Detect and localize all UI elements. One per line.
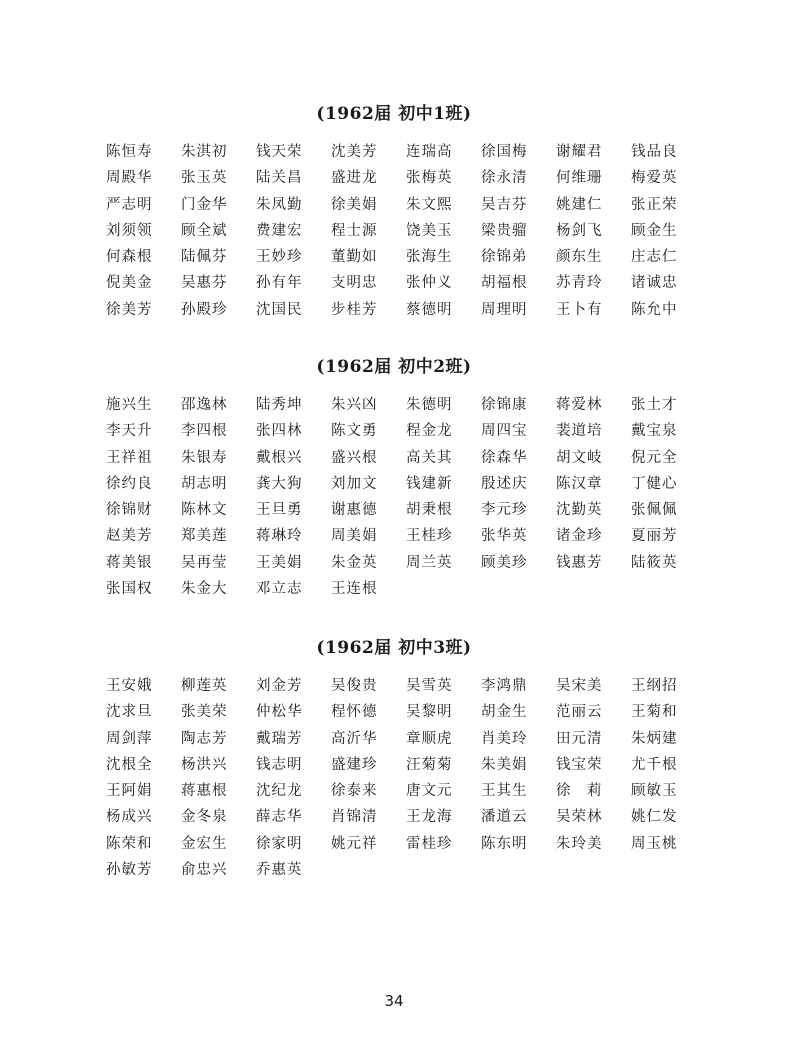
student-name: 吴再莹 [181, 554, 228, 571]
student-name: 张华英 [481, 528, 528, 545]
student-name: 钱建新 [406, 475, 453, 492]
student-name: 程士源 [331, 222, 378, 239]
student-name: 李鸿鼎 [481, 678, 528, 694]
student-name: 程金龙 [406, 423, 453, 440]
student-name: 钱惠芳 [556, 554, 603, 571]
student-name: 刘加文 [331, 475, 378, 492]
student-name: 王祥祖 [106, 449, 153, 466]
student-name: 梁贵骝 [481, 222, 528, 239]
student-name: 吴惠芬 [181, 275, 228, 292]
student-name: 张土才 [631, 397, 678, 413]
student-name: 周玉桃 [631, 835, 678, 852]
student-name: 周四宝 [481, 423, 528, 440]
student-name: 殷述庆 [481, 475, 528, 492]
student-name: 盛进龙 [331, 170, 378, 187]
student-name: 姚元祥 [331, 835, 378, 852]
student-name: 顾敏玉 [631, 783, 678, 800]
student-name: 何森根 [106, 249, 153, 266]
student-name: 支明忠 [331, 275, 378, 292]
student-name: 李四根 [181, 423, 228, 440]
student-name: 董勤如 [331, 249, 378, 266]
student-name: 周理明 [481, 301, 528, 318]
student-name: 肖美玲 [481, 730, 528, 747]
student-name: 张海生 [406, 249, 453, 266]
student-name: 陈林文 [181, 502, 228, 519]
student-name: 沈美芳 [331, 144, 378, 160]
student-name: 王安娥 [106, 678, 153, 694]
student-name: 王其生 [481, 783, 528, 800]
name-list [106, 392, 706, 602]
student-name: 张梅英 [406, 170, 453, 187]
student-name: 沈根全 [106, 756, 153, 773]
student-name: 王阿娟 [106, 783, 153, 800]
student-name: 徐锦康 [481, 397, 528, 413]
student-name: 徐美娟 [331, 196, 378, 213]
student-name: 王卜有 [556, 301, 603, 318]
student-name: 张佩佩 [631, 502, 678, 519]
student-name: 周兰英 [406, 554, 453, 571]
student-name: 梅爱英 [631, 170, 678, 187]
student-name: 孙敏芳 [106, 862, 153, 879]
student-name: 刘须领 [106, 222, 153, 239]
student-name: 钱志明 [256, 756, 303, 773]
student-name: 饶美玉 [406, 222, 453, 239]
student-name: 张玉英 [181, 170, 228, 187]
student-name: 汪菊菊 [406, 756, 453, 773]
student-name: 俞忠兴 [181, 862, 228, 879]
student-name: 顾全斌 [181, 222, 228, 239]
student-name: 张四林 [256, 423, 303, 440]
student-name: 陈允中 [631, 301, 678, 318]
student-name: 陆关昌 [256, 170, 303, 187]
student-name: 雷桂珍 [406, 835, 453, 852]
student-name: 张美荣 [181, 704, 228, 721]
student-name: 金宏生 [181, 835, 228, 852]
student-name: 徐家明 [256, 835, 303, 852]
student-name: 胡文岐 [556, 449, 603, 466]
student-name: 胡志明 [181, 475, 228, 492]
student-name: 步桂芳 [331, 301, 378, 318]
student-name: 门金华 [181, 196, 228, 213]
student-name: 蒋美银 [106, 554, 153, 571]
student-name: 杨剑飞 [556, 222, 603, 239]
student-name: 连瑞高 [406, 144, 453, 160]
student-name: 周剑萍 [106, 730, 153, 747]
student-name: 龚大狗 [256, 475, 303, 492]
student-name: 胡秉根 [406, 502, 453, 519]
student-name: 陈东明 [481, 835, 528, 852]
student-name: 吴雪英 [406, 678, 453, 694]
student-name: 朱银寿 [181, 449, 228, 466]
student-name: 戴瑞芳 [256, 730, 303, 747]
student-name: 戴根兴 [256, 449, 303, 466]
student-name: 盛建珍 [331, 756, 378, 773]
student-name: 朱德明 [406, 397, 453, 413]
student-name: 费建宏 [256, 222, 303, 239]
student-name: 朱兴凶 [331, 397, 378, 413]
student-name: 夏丽芳 [631, 528, 678, 545]
student-name: 吴荣林 [556, 809, 603, 826]
student-name: 柳莲英 [181, 678, 228, 694]
student-name: 李天升 [106, 423, 153, 440]
student-name: 庄志仁 [631, 249, 678, 266]
student-name: 张仲义 [406, 275, 453, 292]
student-name: 戴宝泉 [631, 423, 678, 440]
student-name: 王连根 [331, 581, 378, 598]
student-name: 苏青玲 [556, 275, 603, 292]
student-name: 杨洪兴 [181, 756, 228, 773]
student-name: 乔惠英 [256, 862, 303, 879]
student-name: 邵逸林 [181, 397, 228, 413]
student-name: 徐美芳 [106, 301, 153, 318]
student-name: 郑美莲 [181, 528, 228, 545]
student-name: 沈求旦 [106, 704, 153, 721]
student-name: 张国权 [106, 581, 153, 598]
student-name: 赵美芳 [106, 528, 153, 545]
student-name: 蔡德明 [406, 301, 453, 318]
student-name: 田元清 [556, 730, 603, 747]
student-name: 邓立志 [256, 581, 303, 598]
student-name: 朱玲美 [556, 835, 603, 852]
student-name: 孙有年 [256, 275, 303, 292]
student-name: 杨成兴 [106, 809, 153, 826]
student-name: 蒋爱林 [556, 397, 603, 413]
student-name: 章顺虎 [406, 730, 453, 747]
student-name: 王纲招 [631, 678, 678, 694]
student-name: 唐文元 [406, 783, 453, 800]
student-name: 顾金生 [631, 222, 678, 239]
student-name: 肖锦清 [331, 809, 378, 826]
student-name: 陆秀坤 [256, 397, 303, 413]
student-name: 谢耀君 [556, 144, 603, 160]
student-name: 何维珊 [556, 170, 603, 187]
student-name: 周美娟 [331, 528, 378, 545]
student-name: 丁健心 [631, 475, 678, 492]
student-name: 钱宝荣 [556, 756, 603, 773]
student-name: 倪元全 [631, 449, 678, 466]
student-name: 诸诚忠 [631, 275, 678, 292]
student-name: 盛兴根 [331, 449, 378, 466]
student-name: 王龙海 [406, 809, 453, 826]
student-name: 潘道云 [481, 809, 528, 826]
student-name: 吴俊贵 [331, 678, 378, 694]
student-name: 沈勤英 [556, 502, 603, 519]
student-name: 徐锦财 [106, 502, 153, 519]
student-name: 沈国民 [256, 301, 303, 318]
student-name: 高关其 [406, 449, 453, 466]
student-name: 王菊和 [631, 704, 678, 721]
student-name: 倪美金 [106, 275, 153, 292]
student-name: 朱金大 [181, 581, 228, 598]
student-name: 徐森华 [481, 449, 528, 466]
student-name: 徐 莉 [556, 783, 603, 800]
student-name: 胡金生 [481, 704, 528, 721]
student-name: 钱天荣 [256, 144, 303, 160]
student-name: 朱文熙 [406, 196, 453, 213]
student-name: 王桂珍 [406, 528, 453, 545]
student-name: 陈汉章 [556, 475, 603, 492]
student-name: 王美娟 [256, 554, 303, 571]
student-name: 徐泰来 [331, 783, 378, 800]
student-name: 尤千根 [631, 756, 678, 773]
student-name: 孙殿珍 [181, 301, 228, 318]
section-title: (1962届 初中3班) [316, 638, 472, 658]
name-list [106, 139, 706, 323]
student-name: 王旦勇 [256, 502, 303, 519]
page-number: 34 [384, 992, 404, 1010]
student-name: 陆筱英 [631, 554, 678, 571]
student-name: 陶志芳 [181, 730, 228, 747]
student-name: 谢惠德 [331, 502, 378, 519]
student-name: 吴黎明 [406, 704, 453, 721]
student-name: 仲松华 [256, 704, 303, 721]
student-name: 高沂华 [331, 730, 378, 747]
student-name: 朱金英 [331, 554, 378, 571]
student-name: 陈荣和 [106, 835, 153, 852]
student-name: 徐锦弟 [481, 249, 528, 266]
student-name: 陈文勇 [331, 423, 378, 440]
student-name: 吴宋美 [556, 678, 603, 694]
student-name: 蒋惠根 [181, 783, 228, 800]
student-name: 严志明 [106, 196, 153, 213]
student-name: 姚建仁 [556, 196, 603, 213]
student-name: 朱炳建 [631, 730, 678, 747]
student-name: 裴道培 [556, 423, 603, 440]
student-name: 朱淇初 [181, 144, 228, 160]
student-name: 薛志华 [256, 809, 303, 826]
student-name: 朱美娟 [481, 756, 528, 773]
student-name: 朱凤勤 [256, 196, 303, 213]
student-name: 诸金珍 [556, 528, 603, 545]
name-list [106, 673, 706, 883]
student-name: 钱品良 [631, 144, 678, 160]
section-title: (1962届 初中2班) [316, 357, 472, 377]
student-name: 姚仁发 [631, 809, 678, 826]
student-name: 蒋琳玲 [256, 528, 303, 545]
student-name: 徐国梅 [481, 144, 528, 160]
student-name: 胡福根 [481, 275, 528, 292]
student-name: 范丽云 [556, 704, 603, 721]
student-name: 顾美珍 [481, 554, 528, 571]
student-name: 颜东生 [556, 249, 603, 266]
student-name: 沈纪龙 [256, 783, 303, 800]
student-name: 陆佩芬 [181, 249, 228, 266]
student-name: 金冬泉 [181, 809, 228, 826]
section-title: (1962届 初中1班) [316, 104, 472, 124]
student-name: 施兴生 [106, 397, 153, 413]
student-name: 徐约良 [106, 475, 153, 492]
student-name: 李元珍 [481, 502, 528, 519]
student-name: 刘金芳 [256, 678, 303, 694]
student-name: 吴吉芬 [481, 196, 528, 213]
student-name: 周殿华 [106, 170, 153, 187]
student-name: 陈恒寿 [106, 144, 153, 160]
student-name: 程怀德 [331, 704, 378, 721]
student-name: 张正荣 [631, 196, 678, 213]
student-name: 徐永清 [481, 170, 528, 187]
student-name: 王妙珍 [256, 249, 303, 266]
